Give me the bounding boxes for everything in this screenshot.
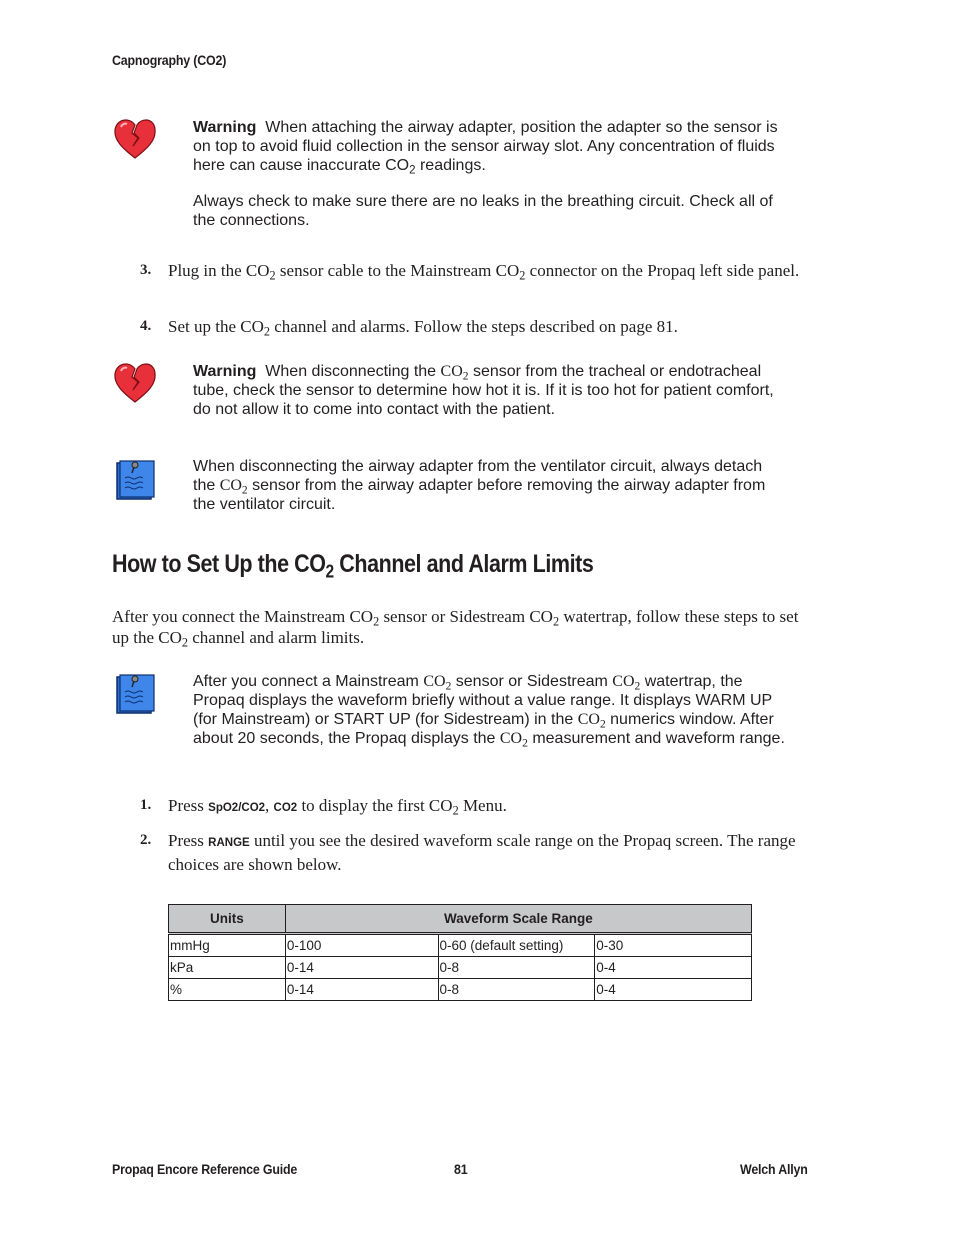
warning-label: Warning (193, 119, 257, 136)
table-cell: 0-8 (438, 957, 595, 979)
intro-paragraph: After you connect the Mainstream $CO_2$ sensor or Sidestream $CO_2$ watertrap, follow these steps to set up the $CO_2$ channel and alarm limits. (112, 607, 799, 650)
warning-1-paragraph-2: Always check to make sure there are no leaks in the breathing circuit. Check all of the connections. (193, 193, 773, 229)
step-2 (140, 830, 820, 875)
step-number: 3. (140, 262, 152, 278)
page-number: 81 (454, 1162, 468, 1177)
table-cell: mmHg (169, 934, 286, 957)
step-text: Press RANGE until you see the desired waveform scale range on the Propaq screen. The range choices are shown below. (168, 831, 796, 874)
step-number: 4. (140, 318, 152, 334)
note-2: After you connect a Mainstream $CO_2$ sensor or Sidestream $CO_2$ watertrap, the Propaq displays the waveform briefly without a value range. It displays WARM UP (for Mainstream) or START UP (for Sidestream) in the $CO_2$ numerics window. After about 20 seconds, the Propaq displays the $CO_2$ measurement and waveform range. (193, 673, 785, 750)
note-1: When disconnecting the airway adapter from the ventilator circuit, always detach the $CO_2$ sensor from the airway adapter before removing the airway adapter from the ventilator circuit. (193, 458, 766, 513)
footer-left: Propaq Encore Reference Guide (112, 1162, 298, 1177)
range-table (168, 904, 752, 1001)
broken-heart-icon (112, 360, 158, 411)
table-cell: 0-60 (default setting) (438, 934, 595, 957)
table-cell: 0-14 (285, 979, 438, 1001)
warning-text: When attaching the airway adapter, position the adapter so the sensor is on top to avoid fluid collection in the sensor airway slot. Any concentration of fluids here can cause inaccurate CO (193, 119, 778, 174)
table-cell: 0-100 (285, 934, 438, 957)
table-cell: 0-30 (595, 934, 752, 957)
table-cell: 0-4 (595, 957, 752, 979)
step-text: Set up the $CO_2$ channel and alarms. Follow the steps described on page 81. (168, 317, 678, 339)
table-row (169, 957, 752, 979)
step-text: Press SpO2/CO2, CO2 to display the first $CO_2$ Menu. (168, 796, 507, 818)
footer-right: Welch Allyn (740, 1162, 808, 1177)
section-heading: How to Set Up the $CO_2$ Channel and Alarm Limits (112, 550, 594, 582)
broken-heart-icon (112, 116, 158, 167)
step-text: Plug in the $CO_2$ sensor cable to the Mainstream $CO_2$ connector on the Propaq left side panel. (168, 261, 800, 283)
notepad-icon (112, 672, 158, 723)
table-row (169, 979, 752, 1001)
warning-2: Warning When disconnecting the $CO_2$ sensor from the tracheal or endotracheal tube, check the sensor to determine how hot it is. If it is too hot for patient comfort, do not allow it to come into contact with the patient. (193, 363, 774, 418)
warning-1 (193, 118, 783, 175)
subscript: 2 (409, 164, 416, 177)
step-1 (140, 795, 820, 819)
key-range: RANGE (208, 837, 250, 849)
warning-text-end: readings. (415, 157, 486, 174)
table-cell: 0-14 (285, 957, 438, 979)
table-cell: 0-8 (438, 979, 595, 1001)
table-header-units: Units (169, 905, 286, 934)
step-number: 2. (140, 832, 152, 848)
key-co2: CO2 (273, 802, 298, 814)
running-header: Capnography (CO2) (112, 53, 227, 68)
table-row (169, 934, 752, 957)
notepad-icon (112, 458, 158, 509)
table-cell: 0-4 (595, 979, 752, 1001)
table-cell: % (169, 979, 286, 1001)
key-spo2-co2: SpO2/CO2 (208, 802, 266, 814)
warning-label: Warning (193, 363, 257, 380)
table-header-range: Waveform Scale Range (285, 905, 751, 934)
table-cell: kPa (169, 957, 286, 979)
step-number: 1. (140, 797, 152, 813)
step-4 (140, 316, 820, 337)
step-3 (140, 260, 820, 281)
